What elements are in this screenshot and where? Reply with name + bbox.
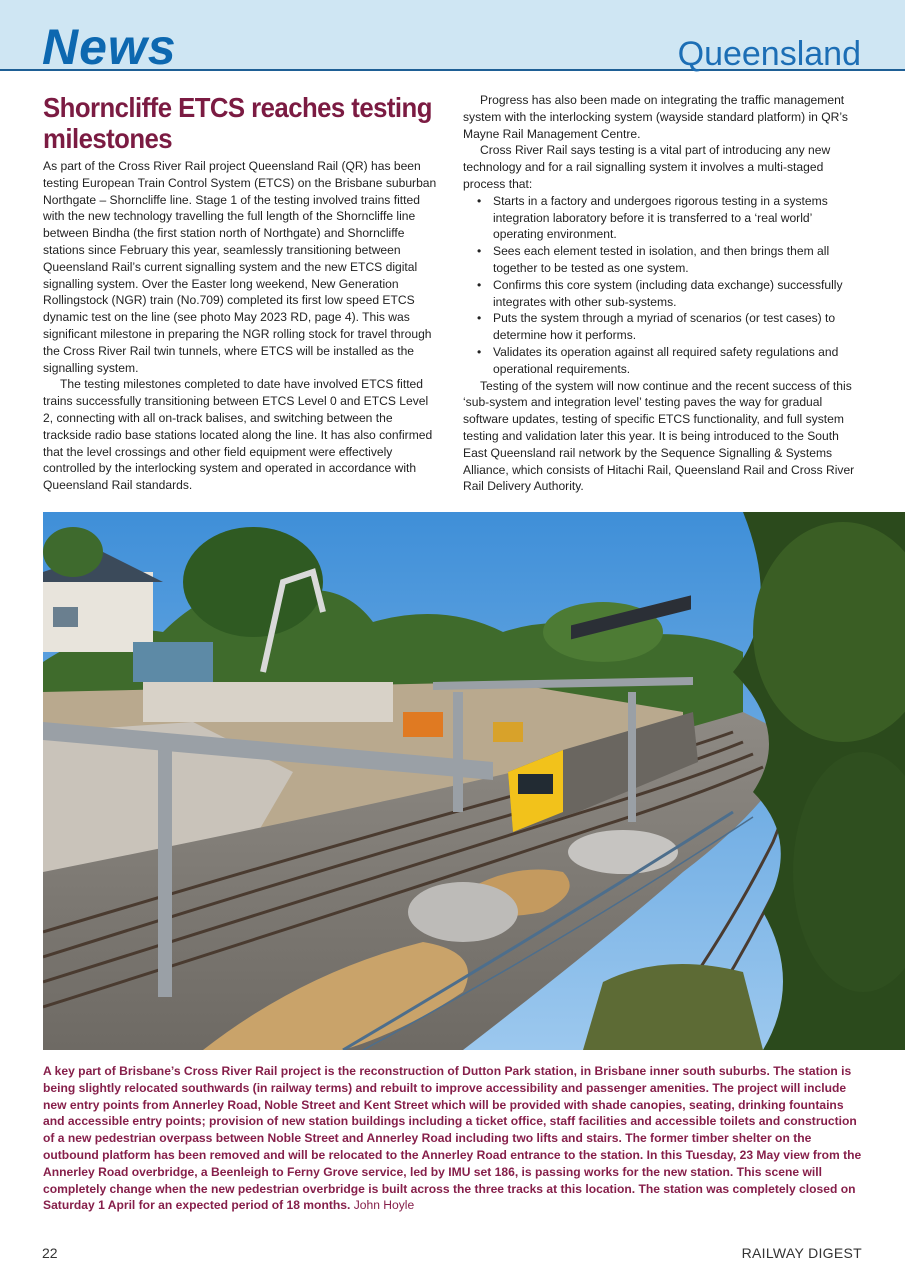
- article-paragraph: The testing milestones completed to date have involved ETCS fitted trains successfully transitioning between ETCS Level 0 and ETCS Level 2, connecting with all on-track balises, and switching between the trackside radio base stations located along the line. It has also confirmed that the level crossings and other field equipment were effectively controlled by the interlocking system and operated in accordance with Queensland Rail standards.: [43, 377, 433, 493]
- magazine-name: RAILWAY DIGEST: [741, 1245, 862, 1261]
- article-paragraph: As part of the Cross River Rail project Queensland Rail (QR) has been testing European Train Control System (ETCS) on the Brisbane suburban Northgate – Shorncliffe line. Stage 1 of the testing involved trains fitted with the new technology travelling the full length of the Shorncliffe line between Bindha (the first station north of Northgate) and Shorncliffe stations since February this year, seamlessly transitioning between Queensland Rail’s current signalling system and the new ETCS digital signalling system. Over the Easter long weekend, New Generation Rollingstock (NGR) train (No.709) completed its first low speed ETCS dynamic test on the line (see photo May 2023 RD, page 4). This was significant milestone in preparing the NGR rolling stock for travel through the Cross River Rail twin tunnels, where ETCS will be installed as the signalling system.: [43, 159, 437, 375]
- caption-text: A key part of Brisbane’s Cross River Rail project is the reconstruction of Dutton Park station, in Brisbane inner south suburbs. The station is being slightly relocated southwards (in railway terms) and rebuilt to improve accessibility and passenger amenities. The project will include new entry points from Annerley Road, Noble Street and Kent Street which will be provided with shade canopies, seating, drinking fountains and accessible entry points; provision of new station buildings including a ticket office, staff facilities and accessible toilets and construction of a new pedestrian overpass between Noble Street and Annerley Road including two lifts and stairs. The former timber shelter on the outbound platform has been removed and will be relocated to the Annerley Road entrance to the station. In this Tuesday, 23 May view from the Annerley Road overbridge, a Beenleigh to Ferny Grove service, led by IMU set 186, is passing works for the new station. This scene will completely change when the new pedestrian overbridge is built across the three tracks at this location. The station was completely closed on Saturday 1 April for an expected period of 18 months.: [43, 1064, 862, 1213]
- list-item: • Puts the system through a myriad of scenarios (or test cases) to determine how it performs.: [493, 310, 861, 344]
- photo-caption: [43, 1063, 865, 1214]
- photo-credit: John Hoyle: [353, 1198, 415, 1213]
- article-headline: Shorncliffe ETCS reaches testing milestones: [43, 92, 432, 154]
- region-label: Queensland: [677, 35, 861, 73]
- article-right-column: [463, 92, 861, 495]
- article-paragraph: Cross River Rail says testing is a vital part of introducing any new technology and for a rail signalling system it involves a multi-staged process that:: [463, 143, 831, 191]
- article-left-column: [43, 92, 440, 494]
- list-item: • Confirms this core system (including data exchange) successfully integrates with other sub-systems.: [493, 277, 861, 311]
- section-title: News: [42, 19, 177, 75]
- page-number: 22: [42, 1245, 58, 1261]
- list-item: • Validates its operation against all required safety regulations and operational requirements.: [493, 344, 861, 378]
- list-item: • Sees each element tested in isolation, and then brings them all together to be tested as one system.: [493, 243, 861, 277]
- article-paragraph: Progress has also been made on integrating the traffic management system with the interlocking system (wayside standard platform) in QR’s Mayne Rail Management Centre.: [463, 93, 848, 141]
- article-paragraph: Testing of the system will now continue and the recent success of this ‘sub-system and integration level’ testing paves the way for gradual software updates, testing of specific ETCS functionality, and full system testing and validation later this year. It is being introduced to the South East Queensland rail network by the Sequence Signalling & Systems Alliance, which consists of Hitachi Rail, Queensland Rail and Cross River Rail Delivery Authority.: [463, 378, 855, 494]
- station-works-photo: [43, 512, 905, 1050]
- list-item: • Starts in a factory and undergoes rigorous testing in a systems integration laboratory before it is transferred to a ‘real world’ operating environment.: [493, 193, 861, 243]
- testing-process-list: [463, 193, 861, 378]
- section-header-band: [0, 0, 905, 75]
